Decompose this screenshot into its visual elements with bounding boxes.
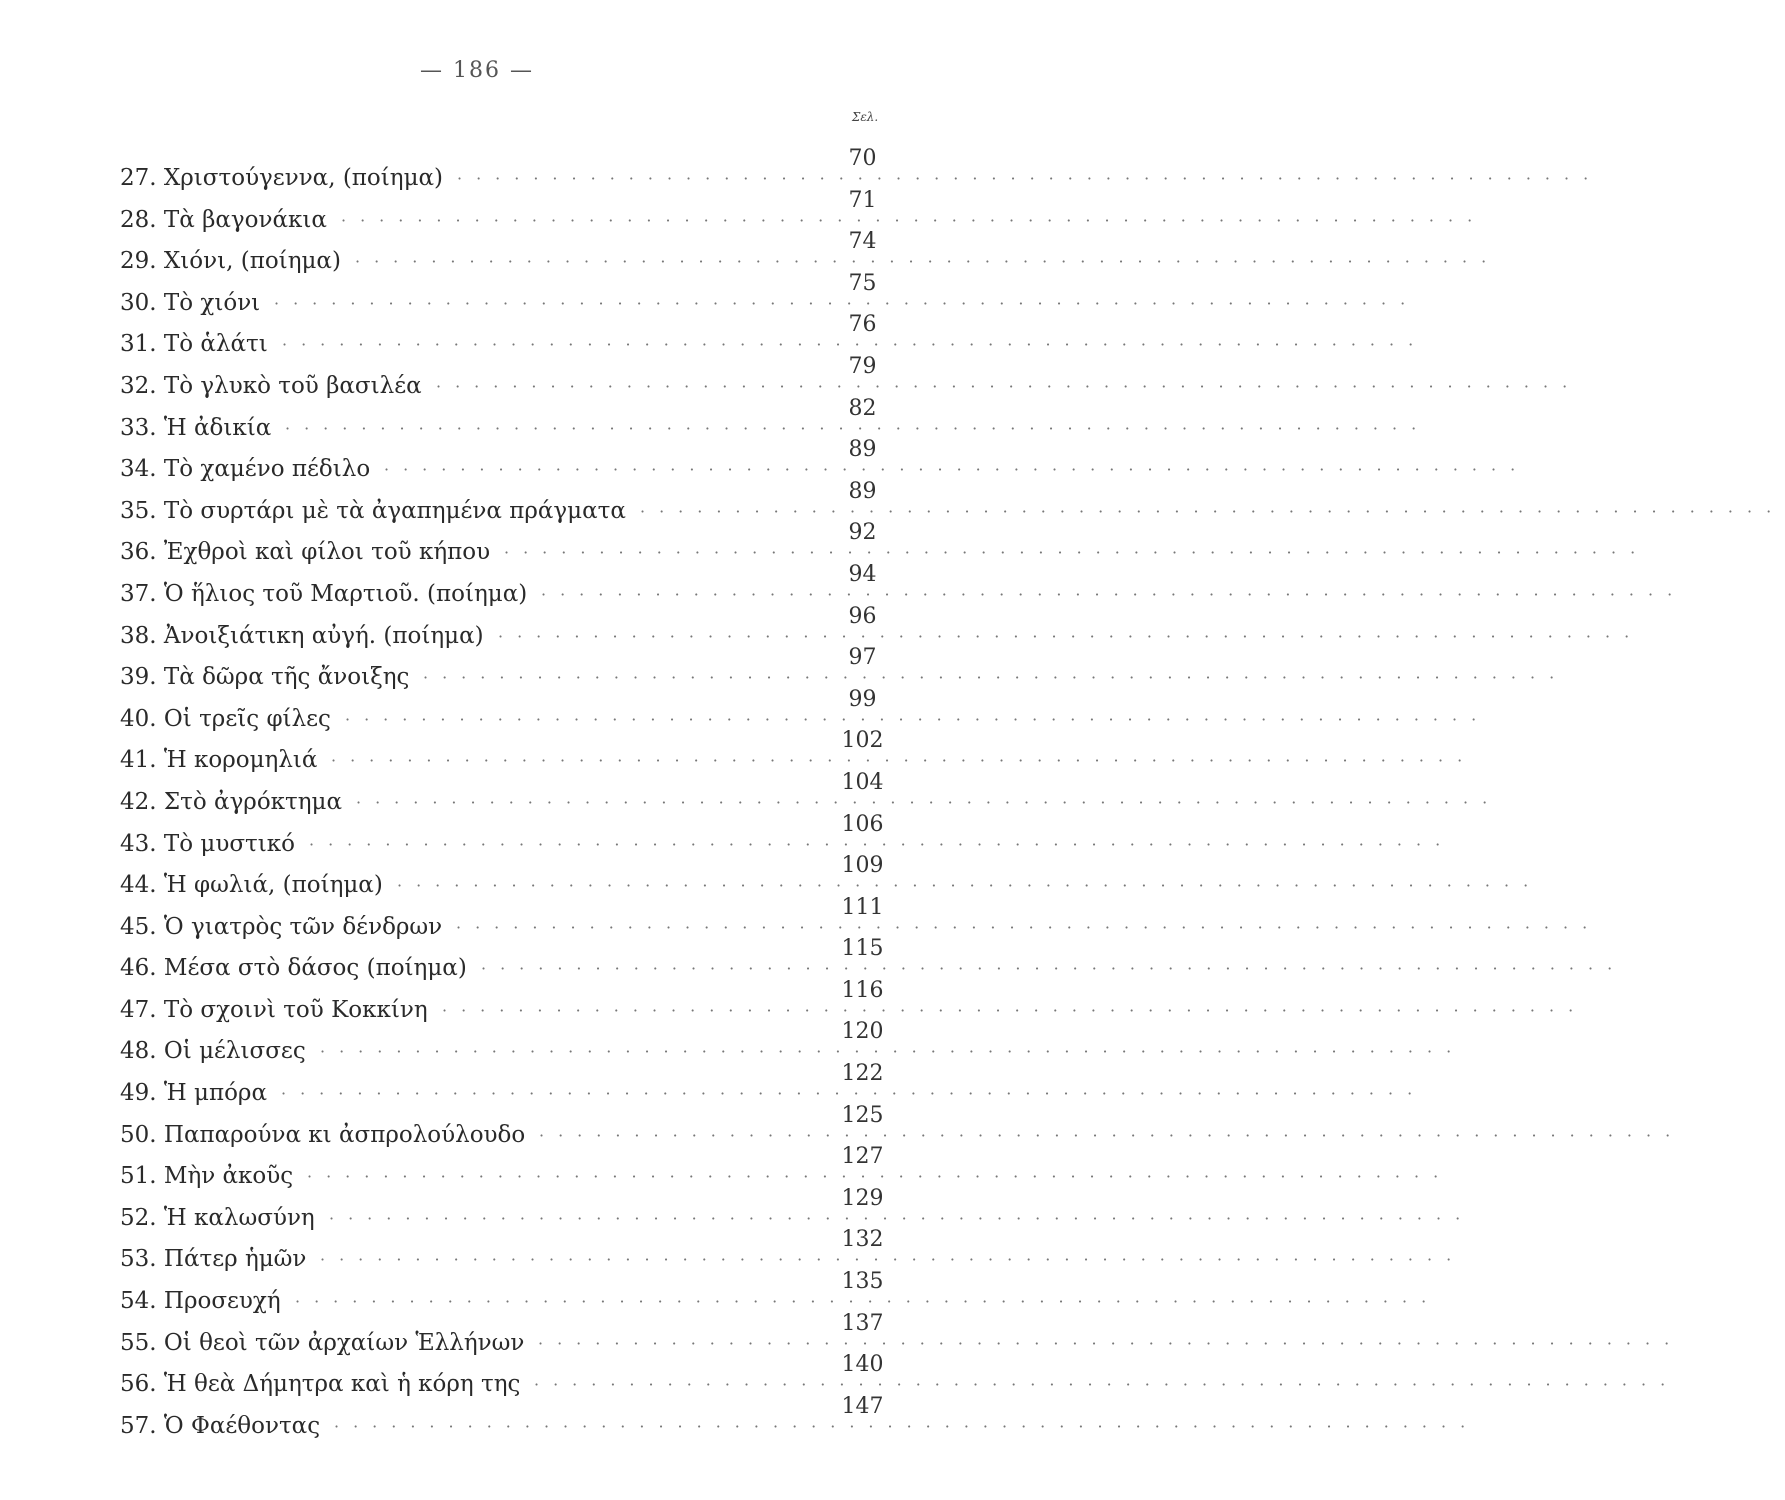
dot-leader: ····························································: [331, 751, 1477, 771]
toc-entry: [120, 229, 1501, 283]
toc-entry: [120, 478, 1785, 533]
toc-entry-page: 125: [841, 1102, 884, 1128]
toc-entry-page: 104: [841, 769, 884, 795]
dot-leader: ····························································: [307, 1167, 1453, 1187]
toc-entry: [120, 146, 1603, 200]
toc-entry-page: 109: [841, 853, 884, 879]
toc-entry-title: 32. Τὸ γλυκὸ τοῦ βασιλέα: [120, 372, 422, 399]
toc-entry-title: 49. Ἡ μπόρα: [120, 1080, 267, 1107]
toc-entry: [120, 312, 1428, 366]
dot-leader: ····························································: [384, 460, 1530, 480]
toc-entry: [120, 936, 1627, 990]
dot-leader: ····························································: [640, 501, 1785, 521]
dot-leader: ····························································: [442, 1000, 1588, 1020]
toc-entry: [120, 270, 1420, 325]
toc-entry-page: 137: [841, 1310, 884, 1336]
toc-entry-page: 135: [841, 1269, 884, 1295]
toc-entry: [120, 187, 1487, 242]
page-column-label: Σελ.: [851, 110, 879, 124]
page-number: — 186 —: [420, 58, 534, 83]
dot-leader: ····························································: [504, 543, 1650, 563]
toc-entry: [120, 894, 1602, 949]
toc-entry-page: 140: [841, 1352, 884, 1378]
toc-entry-title: 54. Προσευχή: [120, 1288, 281, 1315]
toc-entry: [120, 1269, 1441, 1323]
toc-entry-title: 27. Χριστούγεννα, (ποίημα): [120, 165, 444, 191]
toc-entry-page: 127: [841, 1144, 884, 1170]
dot-leader: ····························································: [282, 335, 1428, 355]
toc-entry-page: 75: [848, 270, 877, 296]
toc-entry: [120, 1352, 1680, 1406]
toc-entry: [120, 1393, 1480, 1448]
toc-entry: [120, 728, 1477, 782]
dot-leader: ····························································: [285, 418, 1431, 438]
toc-entry-page: 129: [841, 1185, 884, 1211]
toc-entry-title: 46. Μέσα στὸ δάσος (ποίημα): [120, 955, 467, 982]
toc-entry-title: 42. Στὸ ἀγρόκτημα: [120, 788, 343, 815]
toc-entry-page: 94: [848, 561, 877, 587]
toc-entry: [120, 686, 1491, 741]
toc-entry-title: 38. Ἀνοιξιάτικη αὐγή. (ποίημα): [120, 622, 484, 649]
dot-leader: ····························································: [397, 876, 1543, 896]
dot-leader: ····························································: [538, 1333, 1684, 1353]
toc-entry: [120, 853, 1543, 907]
toc-entry-page: 106: [841, 811, 884, 837]
toc-entry-title: 50. Παπαρούνα κι ἀσπρολούλουδο: [120, 1121, 526, 1148]
toc-entry: [120, 811, 1455, 866]
dot-leader: ····························································: [541, 584, 1687, 604]
dot-leader: ····························································: [356, 792, 1502, 812]
toc-entry-page: 147: [841, 1393, 884, 1419]
toc-entry-title: 36. Ἐχθροὶ καὶ φίλοι τοῦ κήπου: [120, 539, 491, 566]
toc-entry-page: 97: [848, 645, 877, 671]
dot-leader: ····························································: [320, 1250, 1466, 1270]
toc-entry-page: 132: [841, 1227, 884, 1253]
toc-entry-title: 28. Τὰ βαγονάκια: [120, 206, 327, 233]
toc-entry: [120, 603, 1644, 658]
toc-entry: [120, 1144, 1453, 1198]
toc-entry: [120, 520, 1650, 574]
toc-entry-page: 102: [841, 728, 884, 754]
toc-entry: [120, 769, 1502, 824]
toc-entry-page: 111: [841, 894, 884, 920]
dot-leader: ····························································: [456, 917, 1602, 937]
toc-entry-page: 89: [848, 478, 877, 504]
toc-entry-title: 43. Τὸ μυστικό: [120, 830, 295, 857]
toc-entry: [120, 645, 1569, 699]
toc-entry-page: 74: [848, 229, 877, 255]
toc-entry-page: 99: [848, 686, 877, 712]
toc-entry: [120, 1019, 1466, 1073]
toc-entry: [120, 437, 1530, 491]
toc-entry-title: 48. Οἱ μέλισσες: [120, 1038, 306, 1065]
toc-entry-title: 57. Ὁ Φαέθοντας: [120, 1412, 321, 1439]
toc-entry-title: 52. Ἡ καλωσύνη: [120, 1204, 315, 1231]
toc-entry-page: 89: [848, 437, 877, 463]
toc-entry-page: 122: [841, 1061, 884, 1087]
toc-entry: [120, 395, 1431, 450]
toc-entry-title: 35. Τὸ συρτάρι μὲ τὰ ἀγαπημένα πράγματα: [120, 497, 626, 524]
dot-leader: ····························································: [341, 210, 1487, 230]
toc-entry-title: 56. Ἡ θεὰ Δήμητρα καὶ ἡ κόρη της: [120, 1371, 521, 1398]
toc-entry: [120, 561, 1687, 616]
toc-entry-title: 40. Οἱ τρεῖς φίλες: [120, 705, 331, 732]
dot-leader: ····························································: [534, 1375, 1680, 1395]
toc-entry-title: 29. Χιόνι, (ποίημα): [120, 248, 341, 275]
dot-leader: ····························································: [281, 1084, 1427, 1104]
dot-leader: ····························································: [274, 293, 1420, 313]
toc-entry-page: 96: [848, 603, 877, 629]
toc-entry: [120, 977, 1588, 1032]
dot-leader: ····························································: [457, 169, 1603, 188]
toc-entry-title: 41. Ἡ κορομηλιά: [120, 747, 318, 774]
toc-entry-title: 30. Τὸ χιόνι: [120, 289, 261, 316]
toc-entry-page: 76: [848, 312, 877, 338]
toc-entry-page: 71: [848, 187, 877, 213]
toc-entry-page: 70: [848, 146, 877, 171]
toc-entry-title: 33. Ἡ ἀδικία: [120, 414, 272, 441]
toc-entry: [120, 1185, 1475, 1240]
toc-entry-page: 79: [848, 353, 877, 379]
toc-entry: [120, 1102, 1685, 1157]
toc-entry: [120, 353, 1582, 408]
toc-entry-title: 44. Ἡ φωλιά, (ποίημα): [120, 872, 383, 899]
dot-leader: ····························································: [295, 1292, 1441, 1312]
dot-leader: ····························································: [539, 1125, 1685, 1145]
toc-entry: [120, 1227, 1466, 1281]
toc-entry: [120, 1061, 1427, 1115]
toc-entry-page: 92: [848, 520, 877, 546]
toc-entry-title: 53. Πάτερ ἡμῶν: [120, 1246, 307, 1273]
toc-entry-title: 55. Οἱ θεοὶ τῶν ἀρχαίων Ἑλλήνων: [120, 1329, 525, 1356]
dot-leader: ····························································: [355, 252, 1501, 272]
toc-entry-title: 39. Τὰ δῶρα τῆς ἄνοιξης: [120, 664, 410, 691]
toc-entry-page: 120: [841, 1019, 884, 1045]
toc-entry-title: 31. Τὸ ἁλάτι: [120, 331, 268, 358]
toc-entry-title: 37. Ὁ ἥλιος τοῦ Μαρτιοῦ. (ποίημα): [120, 580, 528, 607]
toc-entry-title: 51. Μὴν ἀκοῦς: [120, 1163, 294, 1190]
dot-leader: ····························································: [309, 834, 1455, 854]
toc-entry-page: 115: [841, 936, 884, 962]
dot-leader: ····························································: [329, 1208, 1475, 1228]
toc-entry-title: 47. Τὸ σχοινὶ τοῦ Κοκκίνη: [120, 996, 428, 1023]
dot-leader: ····························································: [320, 1042, 1466, 1062]
dot-leader: ····························································: [334, 1416, 1480, 1436]
dot-leader: ····························································: [345, 709, 1491, 729]
toc-entry-title: 45. Ὁ γιατρὸς τῶν δένδρων: [120, 913, 443, 940]
toc-entry-page: 82: [848, 395, 877, 421]
dot-leader: ····························································: [436, 376, 1582, 396]
toc-entry: [120, 1310, 1684, 1365]
dot-leader: ····························································: [498, 626, 1644, 646]
toc-entry-page: 116: [841, 977, 884, 1003]
table-of-contents: [120, 146, 1785, 1447]
toc-entry-title: 34. Τὸ χαμένο πέδιλο: [120, 456, 371, 483]
dot-leader: ····························································: [423, 668, 1569, 688]
dot-leader: ····························································: [481, 959, 1627, 979]
